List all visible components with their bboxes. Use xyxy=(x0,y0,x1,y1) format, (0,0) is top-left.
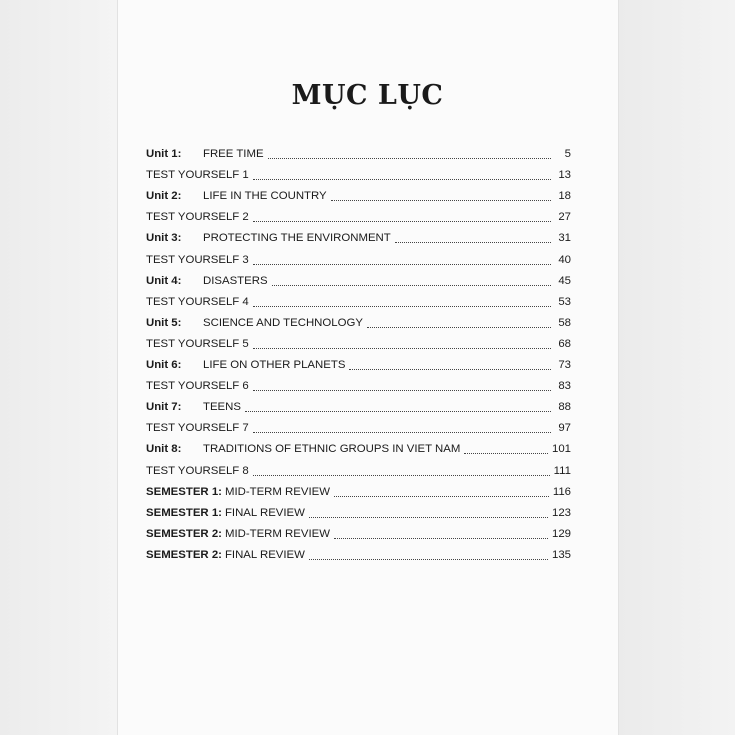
toc-entry xyxy=(146,393,571,414)
toc-entry-page-number: 135 xyxy=(551,548,571,561)
toc-entry xyxy=(146,288,571,309)
toc-entry-title: TEST YOURSELF 1 xyxy=(146,169,249,182)
toc-entry-page-number: 45 xyxy=(558,274,571,287)
toc-entry xyxy=(146,414,571,435)
toc-entry xyxy=(146,182,571,203)
toc-entry-title: FINAL REVIEW xyxy=(224,506,305,519)
toc-entry xyxy=(146,520,571,541)
toc-entry xyxy=(146,541,571,562)
dot-leader xyxy=(245,411,551,412)
toc-entry-label: SEMESTER 2: xyxy=(146,548,222,561)
toc-entry xyxy=(146,224,571,245)
toc-entry-title: SCIENCE AND TECHNOLOGY xyxy=(203,316,363,329)
dot-leader xyxy=(367,327,551,328)
toc-entry-title: TEST YOURSELF 8 xyxy=(146,464,249,477)
toc-entry-title: TEENS xyxy=(203,401,241,414)
toc-entry-title: TEST YOURSELF 6 xyxy=(146,380,249,393)
toc-entry-page-number: 73 xyxy=(558,359,571,372)
toc-entry-title: LIFE IN THE COUNTRY xyxy=(203,190,327,203)
toc-entry-page-number: 97 xyxy=(558,422,571,435)
toc-entry-title: TRADITIONS OF ETHNIC GROUPS IN VIET NAM xyxy=(203,443,461,456)
toc-entry-page-number: 53 xyxy=(558,295,571,308)
toc-entry-page-number: 5 xyxy=(564,148,571,161)
dot-leader xyxy=(334,496,549,497)
table-of-contents xyxy=(146,140,571,562)
toc-entry xyxy=(146,203,571,224)
toc-entry-label: Unit 8: xyxy=(146,443,182,456)
toc-entry xyxy=(146,245,571,266)
toc-entry xyxy=(146,267,571,288)
toc-entry-title: TEST YOURSELF 5 xyxy=(146,337,249,350)
toc-entry xyxy=(146,372,571,393)
dot-leader xyxy=(331,200,551,201)
toc-entry-page-number: 116 xyxy=(552,485,571,498)
dot-leader xyxy=(253,475,550,476)
toc-entry-label: SEMESTER 1: xyxy=(146,485,222,498)
toc-entry-title: PROTECTING THE ENVIRONMENT xyxy=(203,232,391,245)
toc-entry-title: FREE TIME xyxy=(203,148,264,161)
toc-entry xyxy=(146,161,571,182)
toc-entry-title: TEST YOURSELF 4 xyxy=(146,295,249,308)
toc-entry-label: SEMESTER 2: xyxy=(146,527,222,540)
toc-entry-page-number: 129 xyxy=(551,527,571,540)
toc-entry-title: MID-TERM REVIEW xyxy=(224,485,330,498)
toc-entry-page-number: 68 xyxy=(558,337,571,350)
toc-entry-page-number: 83 xyxy=(558,380,571,393)
toc-entry-label: Unit 7: xyxy=(146,401,182,414)
toc-entry-page-number: 123 xyxy=(551,506,571,519)
toc-entry xyxy=(146,309,571,330)
dot-leader xyxy=(349,369,551,370)
toc-entry-page-number: 18 xyxy=(558,190,571,203)
toc-entry-page-number: 27 xyxy=(558,211,571,224)
toc-entry-label: Unit 4: xyxy=(146,274,182,287)
toc-entry xyxy=(146,456,571,477)
toc-entry xyxy=(146,140,571,161)
dot-leader xyxy=(253,348,551,349)
toc-entry-title: LIFE ON OTHER PLANETS xyxy=(203,359,346,372)
toc-entry-page-number: 101 xyxy=(551,443,571,456)
dot-leader xyxy=(464,453,548,454)
toc-entry xyxy=(146,330,571,351)
toc-entry-page-number: 31 xyxy=(558,232,571,245)
dot-leader xyxy=(395,242,551,243)
toc-entry-page-number: 111 xyxy=(553,464,571,477)
dot-leader xyxy=(253,221,551,222)
dot-leader xyxy=(253,390,551,391)
page-title: MỤC LỤC xyxy=(291,80,444,111)
toc-entry xyxy=(146,478,571,499)
toc-entry-label: Unit 6: xyxy=(146,359,182,372)
dot-leader xyxy=(253,179,551,180)
toc-entry-title: MID-TERM REVIEW xyxy=(224,527,330,540)
toc-entry-page-number: 88 xyxy=(558,401,571,414)
toc-entry xyxy=(146,435,571,456)
toc-entry-label: SEMESTER 1: xyxy=(146,506,222,519)
toc-entry-label: Unit 2: xyxy=(146,190,182,203)
toc-entry-title: TEST YOURSELF 7 xyxy=(146,422,249,435)
dot-leader xyxy=(272,285,551,286)
dot-leader xyxy=(253,264,551,265)
toc-entry-page-number: 58 xyxy=(558,316,571,329)
toc-entry xyxy=(146,351,571,372)
toc-entry-title: TEST YOURSELF 2 xyxy=(146,211,249,224)
dot-leader xyxy=(253,432,551,433)
toc-entry-page-number: 13 xyxy=(558,169,571,182)
toc-entry-label: Unit 1: xyxy=(146,148,182,161)
toc-entry-title: FINAL REVIEW xyxy=(224,548,305,561)
toc-entry xyxy=(146,499,571,520)
dot-leader xyxy=(309,559,548,560)
dot-leader xyxy=(253,306,551,307)
toc-entry-page-number: 40 xyxy=(558,253,571,266)
toc-entry-label: Unit 5: xyxy=(146,316,182,329)
dot-leader xyxy=(334,538,548,539)
toc-entry-title: TEST YOURSELF 3 xyxy=(146,253,249,266)
dot-leader xyxy=(268,158,551,159)
dot-leader xyxy=(309,517,548,518)
toc-entry-label: Unit 3: xyxy=(146,232,182,245)
toc-entry-title: DISASTERS xyxy=(203,274,268,287)
